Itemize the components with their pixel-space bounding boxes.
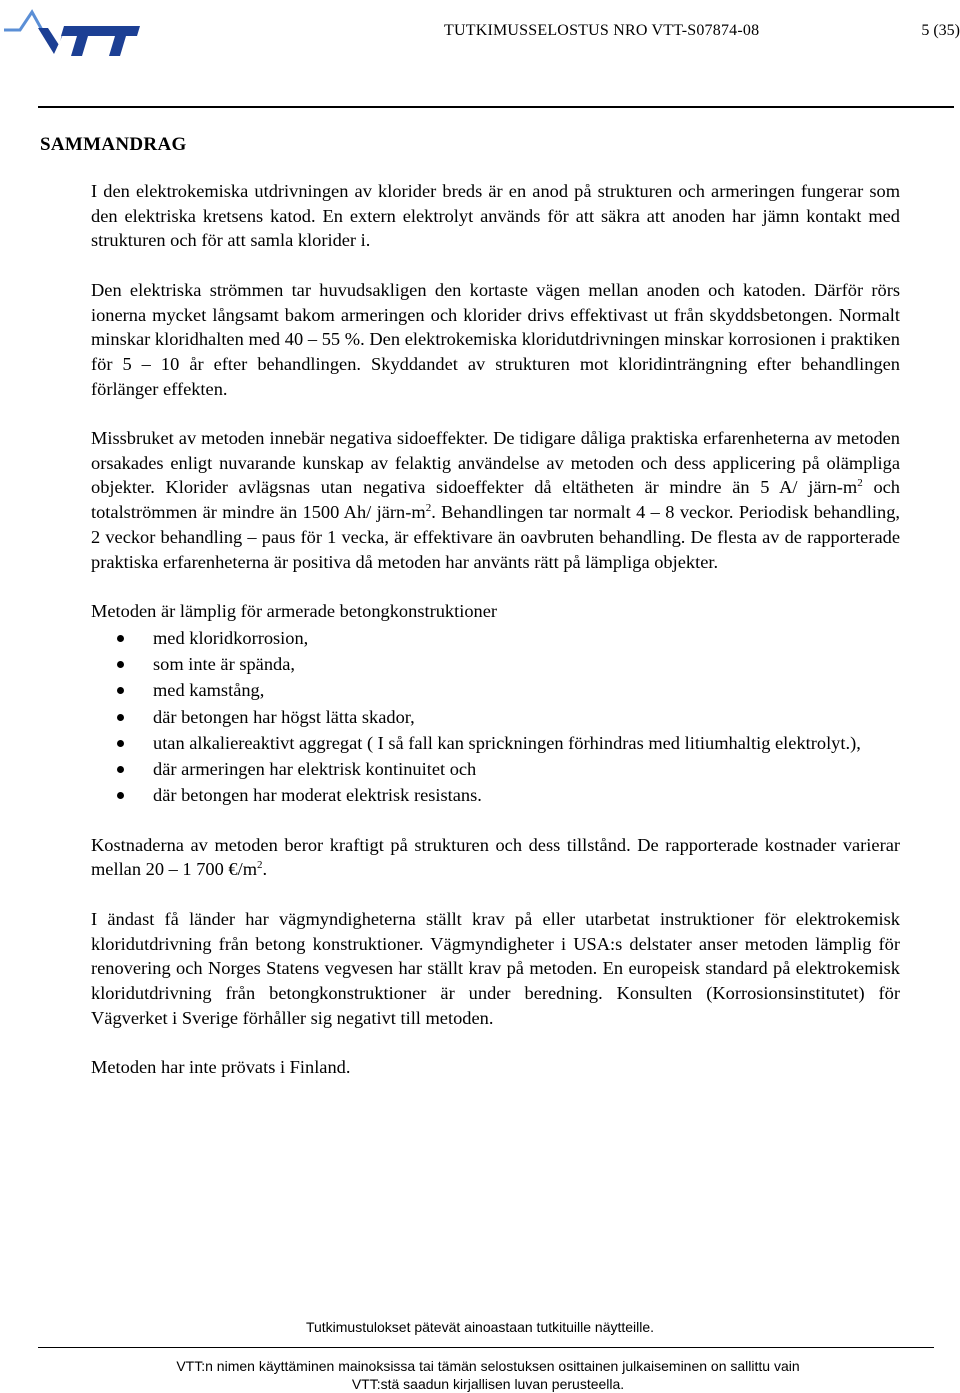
list-item: som inte är spända, [91, 652, 900, 677]
list-item: där betongen har högst lätta skador, [91, 705, 900, 730]
paragraph-1: I den elektrokemiska utdrivningen av klorider breds är en anod på strukturen och armeringen fungerar som den elektriska kretsens katod. En extern elektrolyt används för att säkra att anoden har jämn kontakt med strukturen och för att samla klorider i. [91, 181, 900, 251]
superscript: 2 [857, 477, 863, 490]
paragraph-3-text-a: Missbruket av metoden innebär negativa sidoeffekter. De tidigare dåliga praktiska erfarenheterna av metoden orsakades enligt nuvarande kunskap av felaktig användelse av metoden och dess applicering på olämpliga objekter. Klorider avlägsnas utan negativa sidoeffekter då eltätheten är mindre än 5 A/ järn-m [91, 428, 900, 498]
page-number: 5 (35) [921, 22, 960, 39]
superscript: 2 [257, 859, 263, 872]
footer-legal-line-2: VTT:stä saadun kirjallisen luvan perusteella. [351, 1376, 625, 1392]
paragraph-3-text-b: och totalströmmen är mindre än 1500 Ah/ järn-m [91, 477, 900, 523]
paragraph-5-text-a: Kostnaderna av metoden beror kraftigt på strukturen och dess tillstånd. De rapporterade kostnader varierar mellan 20 – 1 700 €/m [91, 834, 900, 880]
suitability-list [91, 626, 900, 808]
list-item: där armeringen har elektrisk kontinuitet och [91, 757, 900, 782]
document-body [91, 179, 900, 1104]
footer-note: Tutkimustulokset pätevät ainoastaan tutkituille näytteille. [305, 1319, 655, 1335]
report-number: TUTKIMUSSELOSTUS NRO VTT-S07874-08 [444, 22, 760, 39]
vtt-logo-icon [2, 4, 142, 56]
list-item: där betongen har moderat elektrisk resistans. [91, 783, 900, 808]
superscript: 2 [425, 502, 432, 515]
header-divider [38, 106, 954, 108]
paragraph-3 [91, 426, 900, 574]
paragraph-5-text-b: . [262, 859, 268, 880]
list-item: med kamstång, [91, 678, 900, 703]
paragraph-2: Den elektriska strömmen tar huvudsakligen den kortaste vägen mellan anoden och katoden. Därför rörs ionerna mycket långsamt bakom armeringen och klorider drivs effektivast ut från skyddsbetongen. Normalt minskar kloridhalten med 40 – 55 %. Den elektrokemiska kloridutdrivningen minskar korrosionen i praktiken för 5 – 10 år efter behandlingen. Skyddandet av strukturen mot kloridinträngning efter behandlingen förlänger effekten. [91, 279, 900, 399]
list-intro: Metoden är lämplig för armerade betongkonstruktioner [91, 600, 497, 621]
section-heading: SAMMANDRAG [40, 134, 187, 155]
paragraph-3-text-c: . Behandlingen tar normalt 4 – 8 veckor. Periodisk behandling, 2 veckor behandling – paus för 1 vecka, är effektivare än oavbruten behandling. De flesta av de rapporterade praktiska erfarenheterna är positiva då metoden har använts rätt på lämpliga objekter. [91, 502, 901, 572]
footer-legal [0, 1357, 960, 1393]
paragraph-5 [91, 833, 900, 882]
list-item: utan alkaliereaktivt aggregat ( I så fall kan sprickningen förhindras med litiumhaltig elektrolyt.), [91, 731, 900, 756]
footer-divider [38, 1347, 934, 1348]
list-item: med kloridkorrosion, [91, 626, 900, 651]
footer-legal-line-1: VTT:n nimen käyttäminen mainoksissa tai tämän selostuksen osittainen julkaiseminen on sallittu vain [176, 1358, 800, 1374]
paragraph-7: Metoden har inte prövats i Finland. [91, 1057, 351, 1078]
paragraph-6: I ändast få länder har vägmyndigheterna ställt krav på eller utarbetat instruktioner för elektrokemisk kloridutdrivning från betong konstruktioner. Vägmyndigheter i USA:s delstater anser metoden lämplig för renovering och Norges Statens vegvesen har ställt krav på metoden. En europeisk standard på elektrokemisk kloridutdrivning från betongkonstruktioner är under beredning. Konsulten (Korrosionsinstitutet) för Vägverket i Sverige förhåller sig negativt till metoden. [91, 908, 900, 1028]
